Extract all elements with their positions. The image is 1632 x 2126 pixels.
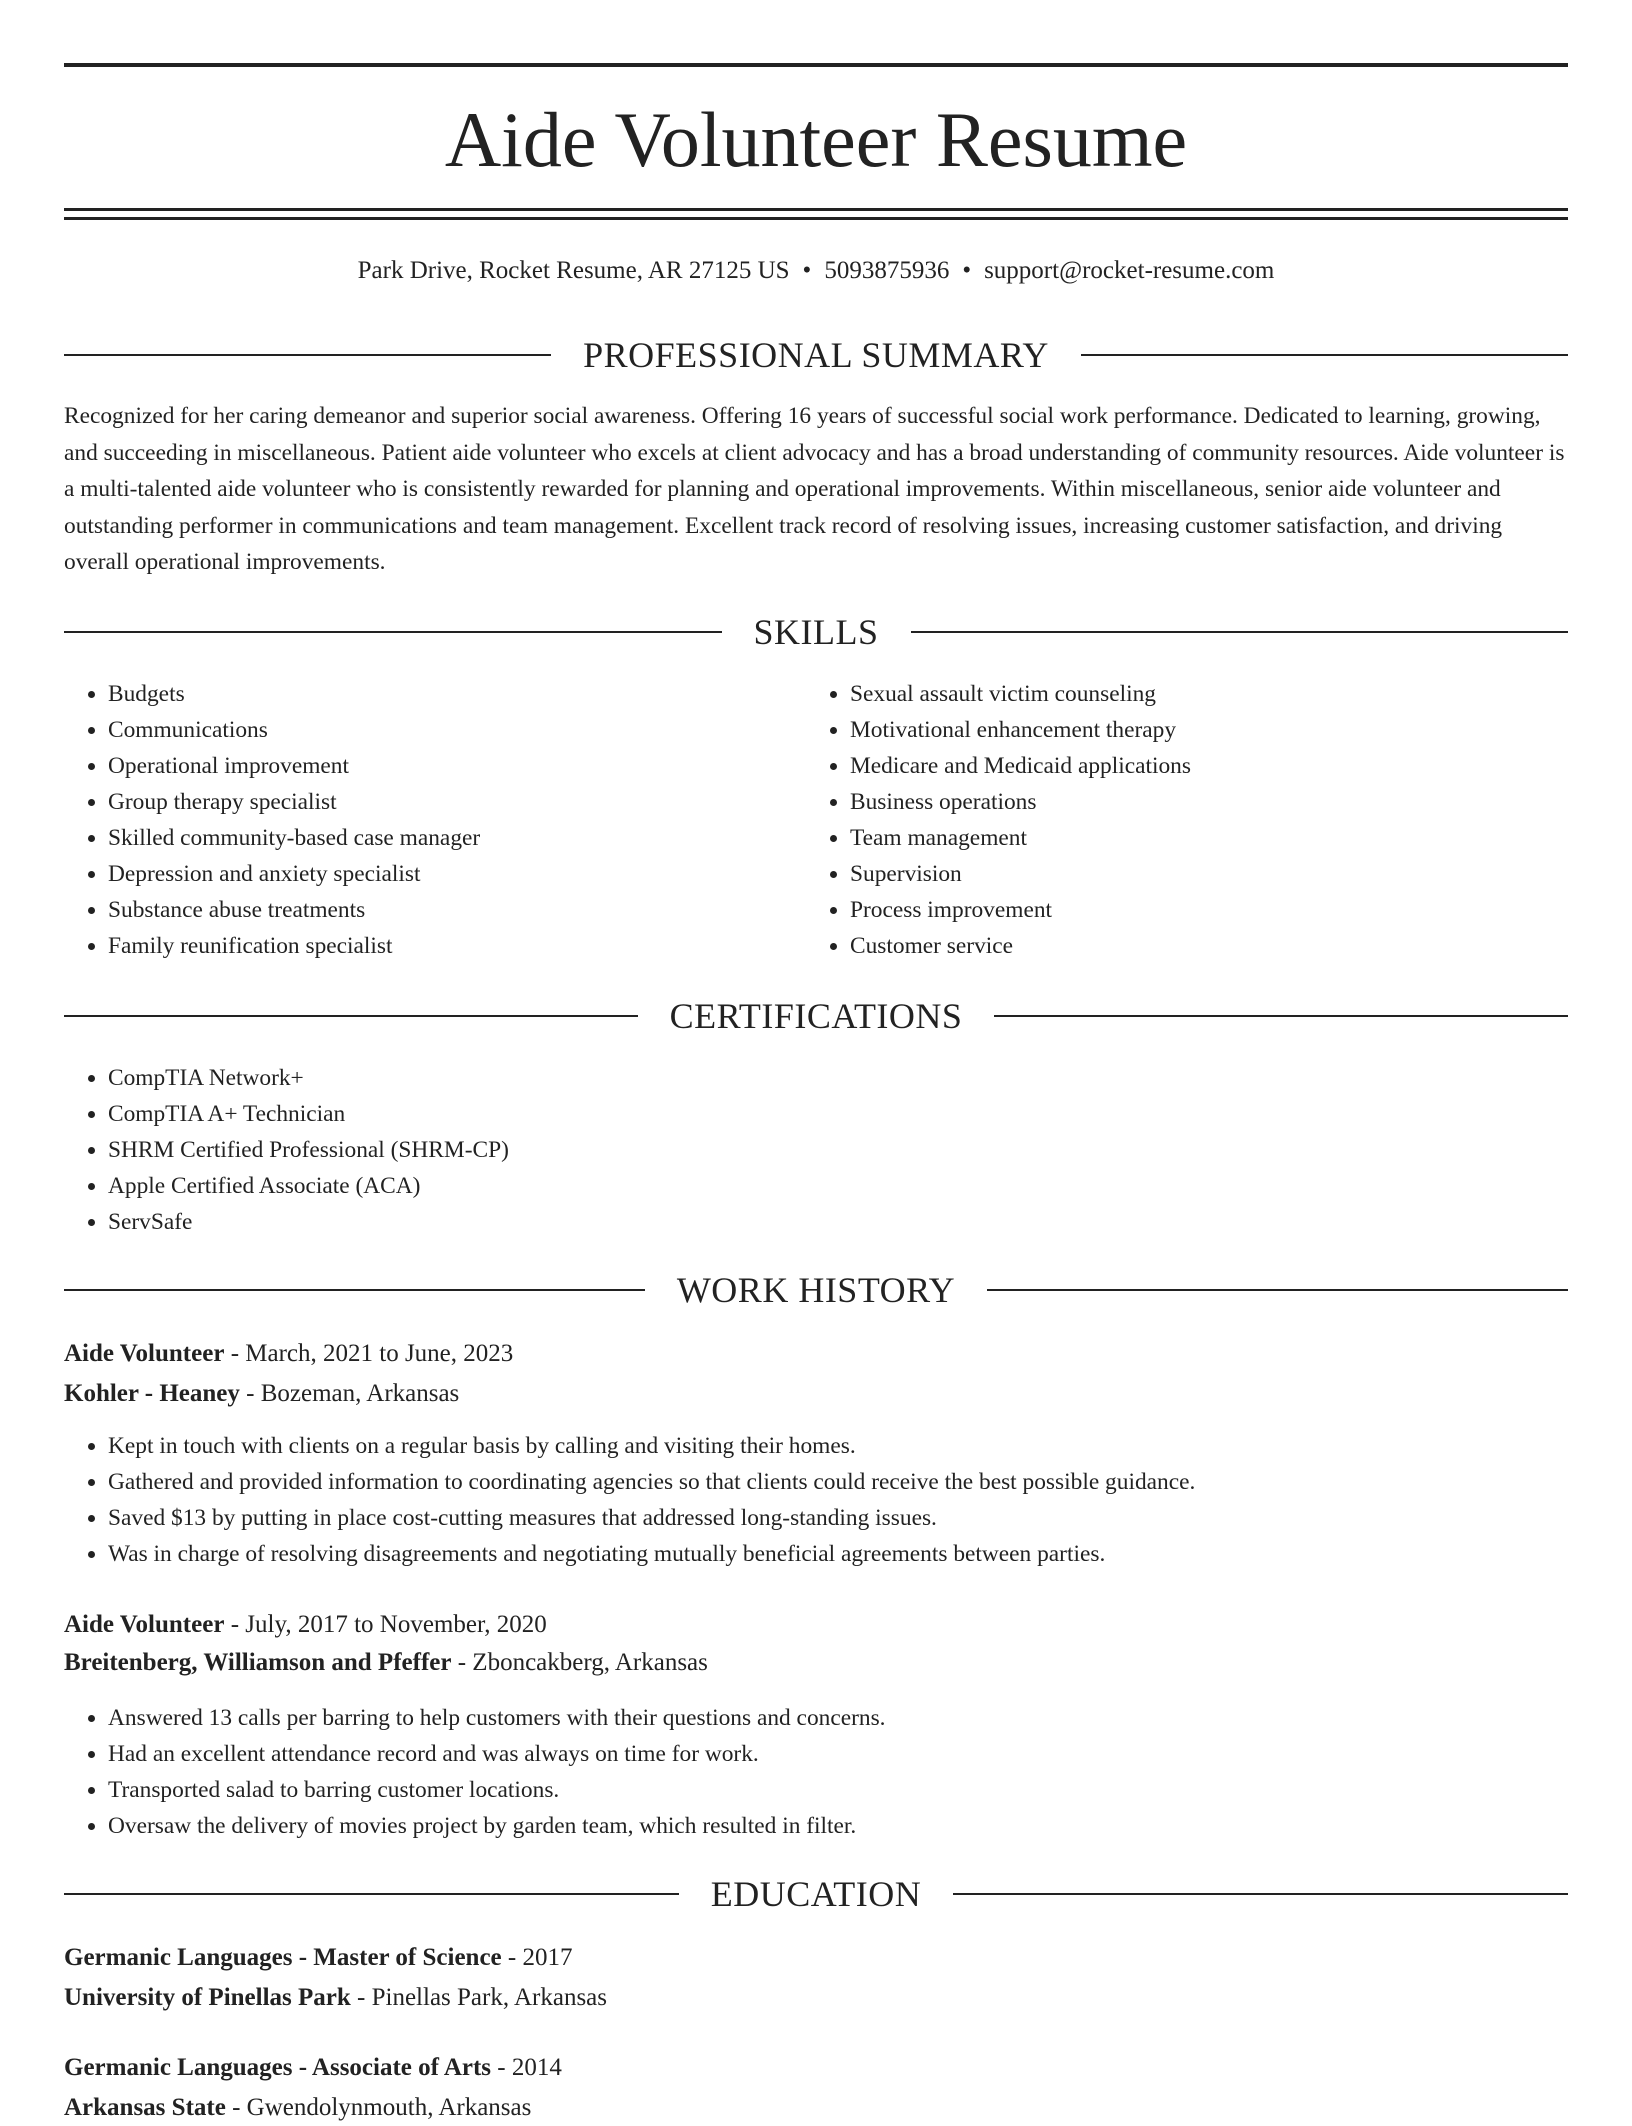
section-heading-certifications	[64, 994, 1568, 1038]
job-location: - Bozeman, Arkansas	[239, 1380, 460, 1407]
section-title: CERTIFICATIONS	[669, 996, 963, 1036]
education-degree-line	[64, 1940, 572, 1976]
job-bullet: • Was in charge of resolving disagreements and negotiating mutually beneficial agreements between parties.	[108, 1536, 1568, 1572]
job-company-line	[64, 1376, 459, 1412]
education-school-line	[64, 1980, 607, 2016]
education-location: - Gwendolynmouth, Arkansas	[225, 2094, 532, 2121]
skill-item: • Sexual assault victim counseling	[850, 676, 1550, 712]
education-location: - Pinellas Park, Arkansas	[350, 1984, 607, 2011]
job-company-line	[64, 1645, 708, 1681]
job-bullet: • Saved $13 by putting in place cost-cutting measures that addressed long-standing issues.	[108, 1500, 1568, 1536]
education-year: - 2017	[501, 1944, 573, 1971]
heading-rule	[987, 1289, 1568, 1291]
job-bullet: • Oversaw the delivery of movies project by garden team, which resulted in filter.	[108, 1808, 1568, 1844]
section-title: WORK HISTORY	[676, 1270, 956, 1310]
certification-item: • CompTIA A+ Technician	[108, 1096, 1508, 1132]
skill-item: • Supervision	[850, 856, 1550, 892]
education-school: University of Pinellas Park	[64, 1984, 351, 2011]
section-heading-summary	[64, 333, 1568, 377]
job-location: - Zboncakberg, Arkansas	[451, 1649, 708, 1676]
heading-rule	[64, 1893, 679, 1895]
job-role: Aide Volunteer	[64, 1611, 225, 1638]
certification-item: • CompTIA Network+	[108, 1060, 1508, 1096]
job-company: Kohler - Heaney	[64, 1380, 240, 1407]
header-double-rule	[64, 208, 1568, 220]
contact-address: Park Drive, Rocket Resume, AR 27125 US	[357, 257, 790, 284]
job-dates: - July, 2017 to November, 2020	[224, 1611, 547, 1638]
resume-title: Aide Volunteer Resume	[444, 96, 1188, 183]
skill-item: • Budgets	[108, 676, 808, 712]
job-bullets	[64, 1428, 1568, 1572]
job-title-line	[64, 1336, 513, 1372]
certifications-list	[64, 1060, 1508, 1240]
heading-rule	[911, 631, 1569, 633]
certification-item: • ServSafe	[108, 1204, 1508, 1240]
skill-item: • Family reunification specialist	[108, 928, 808, 964]
skills-list-left	[64, 676, 808, 964]
certification-item: • Apple Certified Associate (ACA)	[108, 1168, 1508, 1204]
section-title: SKILLS	[753, 612, 879, 652]
skill-item: • Process improvement	[850, 892, 1550, 928]
skills-list-right	[806, 676, 1550, 964]
job-bullets	[64, 1700, 1568, 1844]
heading-rule	[64, 1289, 645, 1291]
job-role: Aide Volunteer	[64, 1340, 225, 1367]
skill-item: • Group therapy specialist	[108, 784, 808, 820]
skill-item: • Medicare and Medicaid applications	[850, 748, 1550, 784]
contact-separator: •	[802, 257, 812, 284]
contact-separator: •	[962, 257, 972, 284]
skill-item: • Substance abuse treatments	[108, 892, 808, 928]
job-bullet: • Answered 13 calls per barring to help customers with their questions and concerns.	[108, 1700, 1568, 1736]
heading-rule	[64, 354, 551, 356]
skill-item: • Customer service	[850, 928, 1550, 964]
section-heading-education	[64, 1872, 1568, 1916]
section-heading-work-history	[64, 1268, 1568, 1312]
job-title-line	[64, 1607, 547, 1643]
education-school: Arkansas State	[64, 2094, 226, 2121]
contact-line	[64, 253, 1568, 289]
section-title: PROFESSIONAL SUMMARY	[583, 335, 1049, 375]
section-heading-skills	[64, 610, 1568, 654]
skill-item: • Depression and anxiety specialist	[108, 856, 808, 892]
job-company: Breitenberg, Williamson and Pfeffer	[64, 1649, 452, 1676]
summary-paragraph: Recognized for her caring demeanor and superior social awareness. Offering 16 years of successful social work performance. Dedicated to learning, growing, and succeeding in miscellaneous. Patient aide volunteer who excels at client advocacy and has a broad understanding of community resources. Aide volunteer is a multi-talented aide volunteer who is consistently rewarded for planning and operational improvements. Within miscellaneous, senior aide volunteer and outstanding performer in communications and team management. Excellent track record of resolving issues, increasing customer satisfaction, and driving overall operational improvements.	[64, 403, 1565, 575]
section-title: EDUCATION	[710, 1874, 922, 1914]
skill-item: • Communications	[108, 712, 808, 748]
education-degree: Germanic Languages - Master of Science	[64, 1944, 502, 1971]
job-bullet: • Gathered and provided information to coordinating agencies so that clients could receive the best possible guidance.	[108, 1464, 1568, 1500]
job-bullet: • Transported salad to barring customer locations.	[108, 1772, 1568, 1808]
heading-rule	[953, 1893, 1568, 1895]
certification-item: • SHRM Certified Professional (SHRM-CP)	[108, 1132, 1508, 1168]
heading-rule	[1081, 354, 1568, 356]
education-degree: Germanic Languages - Associate of Arts	[64, 2054, 492, 2081]
heading-rule	[994, 1015, 1568, 1017]
header-top-rule	[64, 63, 1568, 67]
education-degree-line	[64, 2050, 562, 2086]
job-bullet: • Had an excellent attendance record and was always on time for work.	[108, 1736, 1568, 1772]
skill-item: • Team management	[850, 820, 1550, 856]
education-school-line	[64, 2090, 531, 2126]
heading-rule	[64, 1015, 638, 1017]
heading-rule	[64, 631, 722, 633]
skill-item: • Motivational enhancement therapy	[850, 712, 1550, 748]
job-dates: - March, 2021 to June, 2023	[224, 1340, 514, 1367]
contact-email[interactable]: support@rocket-resume.com	[984, 257, 1275, 284]
contact-phone: 5093875936	[824, 257, 950, 284]
skill-item: • Operational improvement	[108, 748, 808, 784]
skill-item: • Skilled community-based case manager	[108, 820, 808, 856]
job-bullet: • Kept in touch with clients on a regular basis by calling and visiting their homes.	[108, 1428, 1568, 1464]
skill-item: • Business operations	[850, 784, 1550, 820]
education-year: - 2014	[491, 2054, 562, 2081]
